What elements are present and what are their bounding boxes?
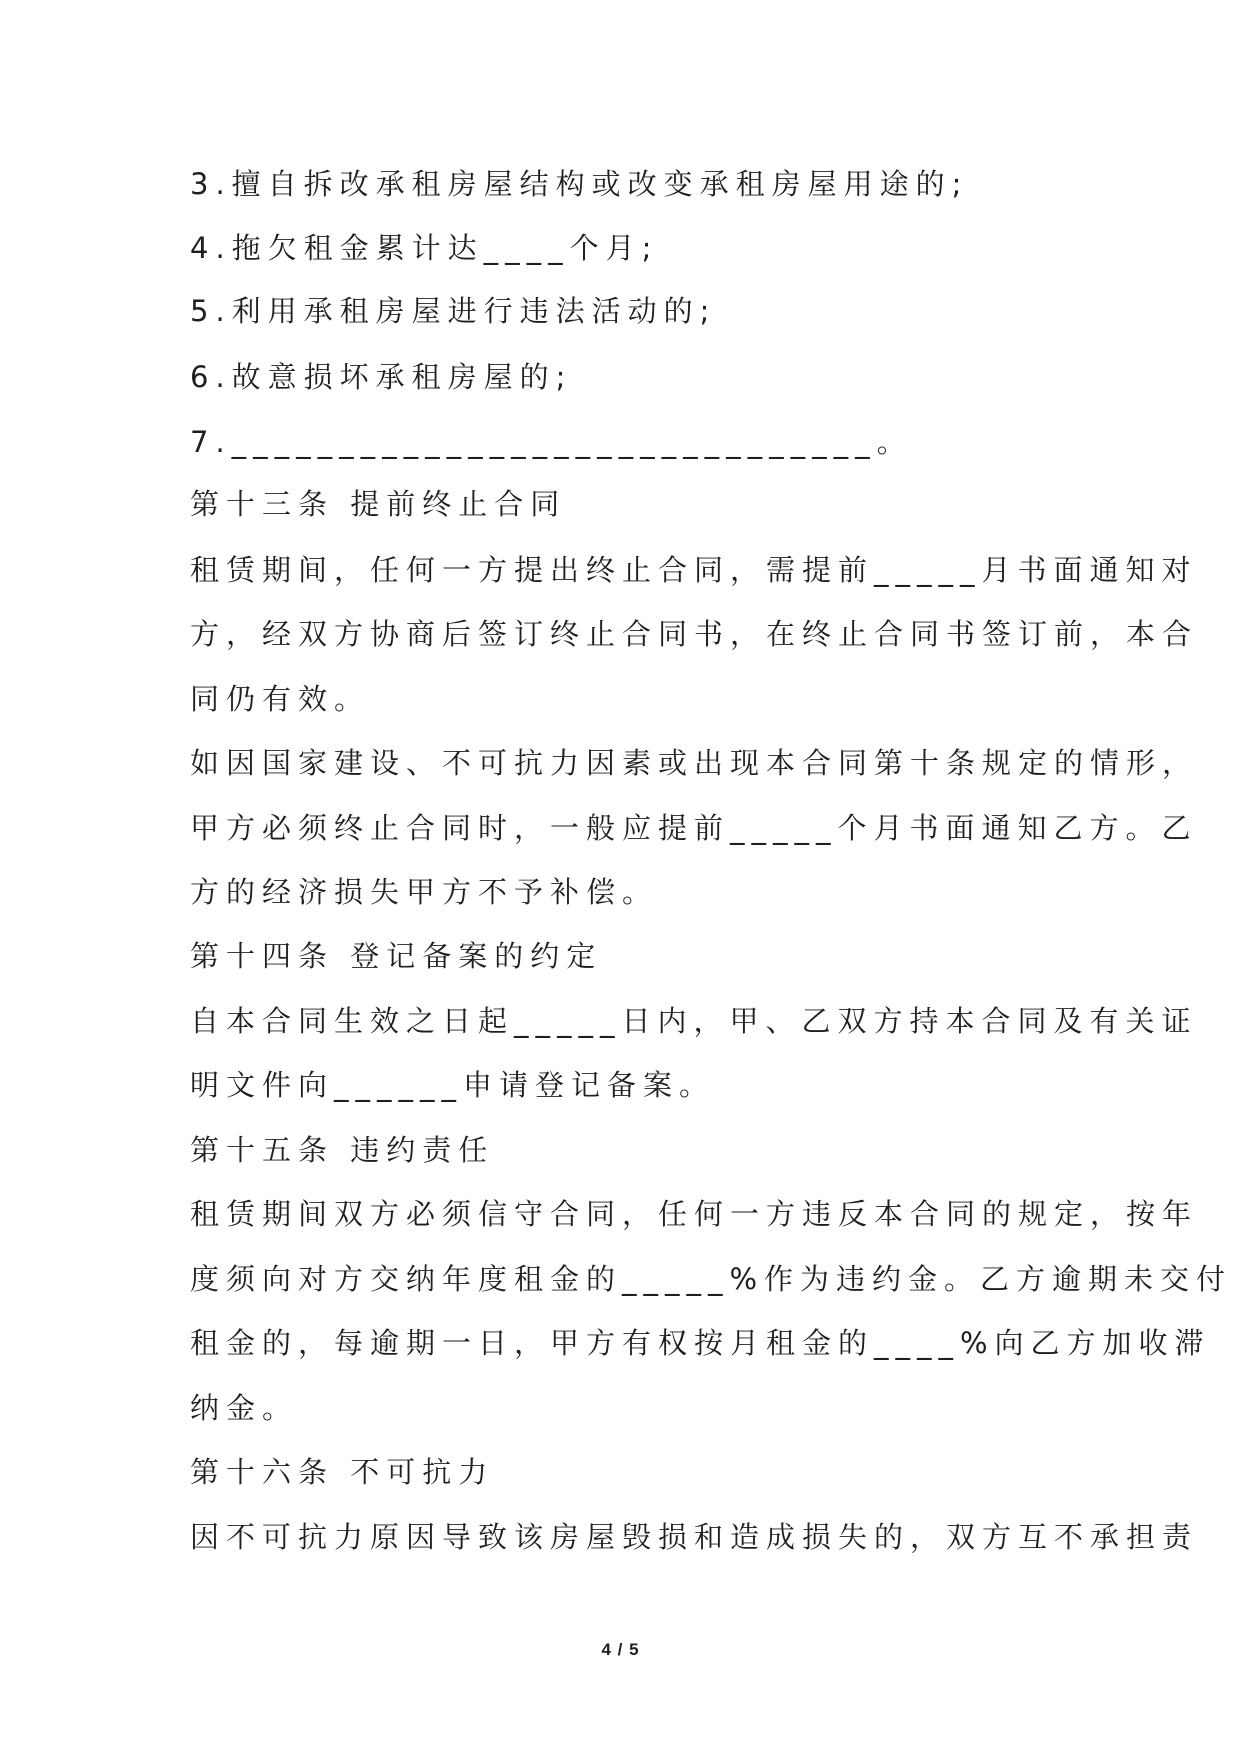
- text-line: 3.擅自拆改承租房屋结构或改变承租房屋用途的;: [190, 167, 969, 201]
- text-line: 6.故意损坏承租房屋的;: [190, 360, 573, 394]
- text-line: 明文件向______申请登记备案。: [190, 1068, 716, 1102]
- text-line: 方，经双方协商后签订终止合同书，在终止合同书签订前，本合: [190, 617, 1199, 651]
- section-heading: 第十四条 登记备案的约定: [190, 939, 603, 973]
- text-line: 度须向对方交纳年度租金的_____%作为违约金。乙方逾期未交付: [190, 1262, 1233, 1296]
- section-heading: 第十三条 提前终止合同: [190, 487, 567, 521]
- text-line: 自本合同生效之日起_____日内，甲、乙双方持本合同及有关证: [190, 1004, 1198, 1038]
- section-heading: 第十六条 不可抗力: [190, 1455, 495, 1489]
- text-line: 4.拖欠租金累计达____个月;: [190, 231, 659, 265]
- text-line: 租赁期间，任何一方提出终止合同，需提前_____月书面通知对: [190, 553, 1198, 587]
- text-line: 5.利用承租房屋进行违法活动的;: [190, 294, 717, 328]
- text-line: 方的经济损失甲方不予补偿。: [190, 875, 659, 909]
- text-line: 如因国家建设、不可抗力因素或出现本合同第十条规定的情形，: [190, 746, 1199, 780]
- text-line: 甲方必须终止合同时，一般应提前_____个月书面通知乙方。乙: [190, 811, 1198, 845]
- text-line: 租金的，每逾期一日，甲方有权按月租金的____%向乙方加收滞: [190, 1326, 1211, 1360]
- text-line: 7.______________________________。: [190, 425, 913, 459]
- text-line: 租赁期间双方必须信守合同，任何一方违反本合同的规定，按年: [190, 1197, 1199, 1231]
- text-line: 因不可抗力原因导致该房屋毁损和造成损失的，双方互不承担责: [190, 1520, 1199, 1554]
- page-number: 4 / 5: [601, 1640, 640, 1659]
- text-line: 同仍有效。: [190, 682, 371, 716]
- text-line: 纳金。: [190, 1391, 299, 1425]
- section-heading: 第十五条 违约责任: [190, 1133, 495, 1167]
